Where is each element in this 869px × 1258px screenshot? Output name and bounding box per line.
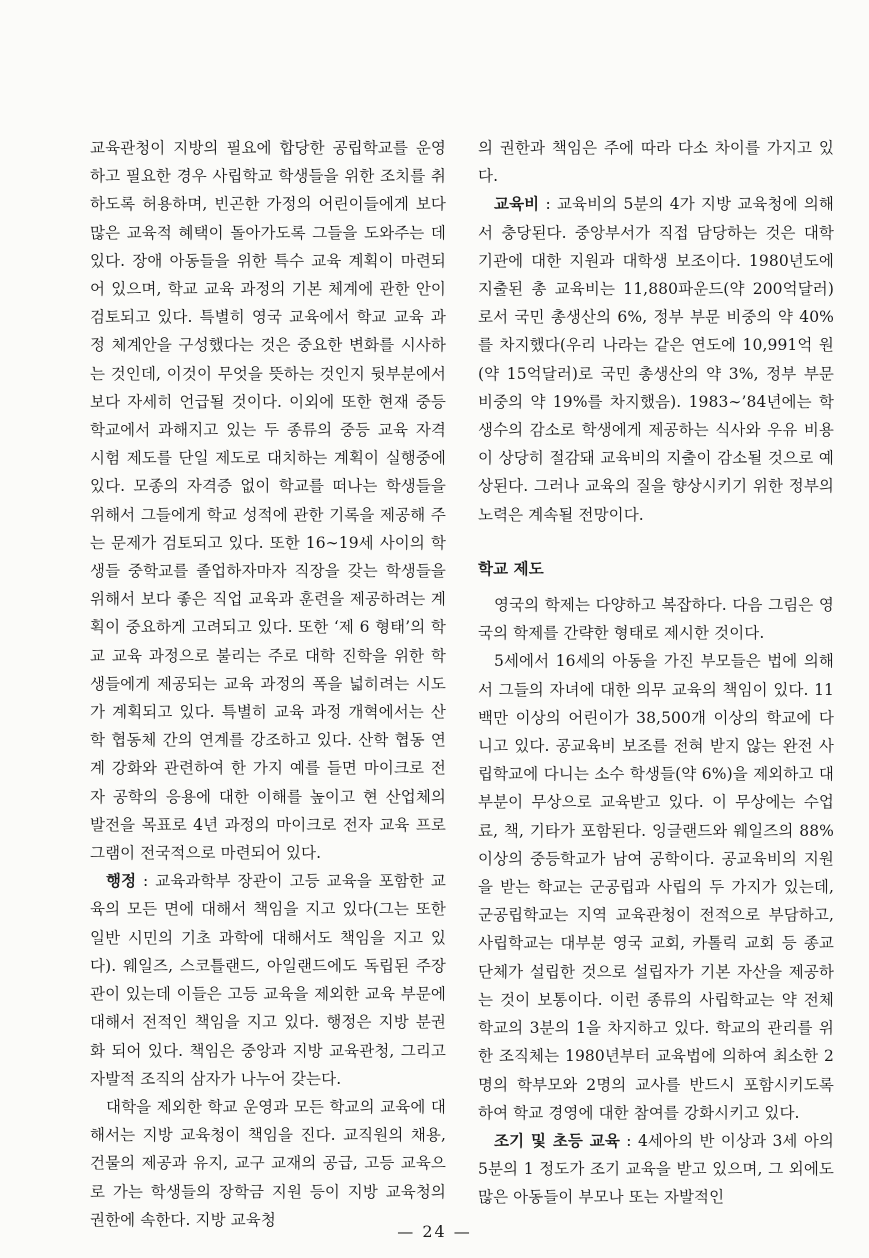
paragraph-compulsory-education: 5세에서 16세의 아동을 가진 부모들은 법에 의해서 그들의 자녀에 대한 의무 교육의 책임이 있다. 11백만 이상의 어린이가 38,500개 이상의 학교에 다니고 있다. 공교육비 보조를 전혀 받지 않는 완전 사립학교에 다니는 소수 학생들(약 6%)을 제외하고 대부분이 무상으로 교육받고 있다. 이 무상에는 수업료, 책, 기타가 포함된다. 잉글랜드와 웨일즈의 88% 이상의 중등학교가 남여 공학이다. 공교육비의 지원을 받는 학교는 군공립과 사립의 두 가지가 있는데, 군공립학교는 지역 교육관청이 전적으로 부담하고, 사립학교는 대부분 영국 교회, 카톨릭 교회 등 종교 단체가 설립한 것으로 설립자가 기본 자산을 제공하는 것이 보통이다. 이런 종류의 사립학교는 약 전체 학교의 3분의 1을 차지하고 있다. 학교의 관리를 위한 조직체는 1980년부터 교육법에 의하여 최소한 2명의 학부모와 2명의 교사를 반드시 포함시키도록 하여 학교 경영에 대한 참여를 강화시키고 있다. [478, 652, 834, 1122]
paragraph-left-3: 대학을 제외한 학교 운영과 모든 학교의 교육에 대해서는 지방 교육청이 책임을 진다. 교직원의 채용, 건물의 제공과 유지, 교구 교재의 공급, 고등 교육으로 가는 학생들의 장학금 지원 등이 지방 교육청의 권한에 속한다. 지방 교육청 [90, 1097, 446, 1229]
administration-text: : 교육과학부 장관이 고등 교육을 포함한 교육의 모든 면에 대해서 책임을 지고 있다(그는 또한 일반 시민의 기초 과학에 대해서도 책임을 지고 있다). 웨일즈, 스코틀랜드, 아일랜드에도 독립된 주장관이 있는데 이들은 고등 교육을 제외한 교육 부문에 대해서 전적인 책임을 지고 있다. 행정은 지방 분권화 되어 있다. 책임은 중앙과 지방 교육관청, 그리고 자발적 조직의 삼자가 나누어 갖는다. [90, 872, 446, 1088]
term-education-cost: 교육비 [494, 194, 540, 214]
paragraph-early-education [478, 1127, 834, 1212]
paragraph-school-system-intro: 영국의 학제는 다양하고 복잡하다. 다음 그림은 영국의 학제를 간략한 형태로 제시한 것이다. [478, 596, 834, 643]
right-column [478, 134, 834, 1212]
paragraph-education-cost [478, 190, 834, 528]
education-cost-text: : 교육비의 5분의 4가 지방 교육청에 의해서 충당된다. 중앙부서가 직접 담당하는 것은 대학 기관에 대한 지원과 대학생 보조이다. 1980년도에 지출된 총 교육비는 11,880파운드(약 200억달러)로서 국민 총생산의 6%, 정부 부문 비중의 약 40%를 차지했다(우리 나라는 같은 연도에 10,991억 원(약 15억달러)로 국민 총생산의 약 3%, 정부 부문 비중의 약 19%를 차지했음). 1983∼’84년에는 학생수의 감소로 학생에게 제공하는 식사와 우유 비용이 상당히 절감돼 교육비의 지출이 감소될 것으로 예상된다. 그러나 교육의 질을 향상시키기 위한 정부의 노력은 계속될 전망이다. [478, 195, 834, 524]
term-administration: 행정 [106, 871, 137, 891]
section-heading-school-system: 학교 제도 [478, 559, 544, 578]
paragraph-right-1: 의 권한과 책임은 주에 따라 다소 차이를 가지고 있다. [478, 139, 834, 186]
paragraph-administration [90, 867, 446, 1093]
early-education-text: : 4세아의 반 이상과 3세 아의 5분의 1 정도가 조기 교육을 받고 있으며, 그 외에도 많은 아동들이 부모나 또는 자발적인 [478, 1131, 834, 1207]
page-number: — 24 — [397, 1222, 472, 1241]
left-column [90, 134, 446, 1234]
paragraph-left-1: 교육관청이 지방의 필요에 합당한 공립학교를 운영하고 필요한 경우 사립학교 학생들을 위한 조치를 취하도록 허용하며, 빈곤한 가정의 어린이들에게 보다 많은 교육적 혜택이 돌아가도록 그들을 도와주는 데 있다. 장애 아동들을 위한 특수 교육 계획이 마련되어 있으며, 학교 교육 과정의 기본 체계에 관한 안이 검토되고 있다. 특별히 영국 교육에서 학교 교육 과정 체계안을 구성했다는 것은 중요한 변화를 시사하는 것인데, 이것이 무엇을 뜻하는 것인지 뒷부분에서 보다 자세히 언급될 것이다. 이외에 또한 현재 중등학교에서 과해지고 있는 두 종류의 중등 교육 자격 시험 제도를 단일 제도로 대치하는 계획이 실행중에 있다. 모종의 자격증 없이 학교를 떠나는 학생들을 위해서 그들에게 학교 성적에 관한 기록을 제공해 주는 문제가 검토되고 있다. 또한 16∼19세 사이의 학생들 중학교를 졸업하자마자 직장을 갖는 학생들을 위해서 보다 좋은 직업 교육과 훈련을 제공하려는 계획이 중요하게 고려되고 있다. 또한 ‘제 6 형태’의 학교 교육 과정으로 불리는 주로 대학 진학을 위한 학생들에게 제공되는 교육 과정의 폭을 넓히려는 시도가 계획되고 있다. 특별히 교육 과정 개혁에서는 산학 협동체 간의 연계를 강조하고 있다. 산학 협동 연계 강화와 관련하여 한 가지 예를 들면 마이크로 전자 공학의 응용에 대한 이해를 높이고 현 산업체의 발전을 목표로 4년 과정의 마이크로 전자 교육 프로그램이 전국적으로 마련되어 있다. [90, 139, 446, 863]
term-early-education: 조기 및 초등 교육 [494, 1130, 620, 1150]
